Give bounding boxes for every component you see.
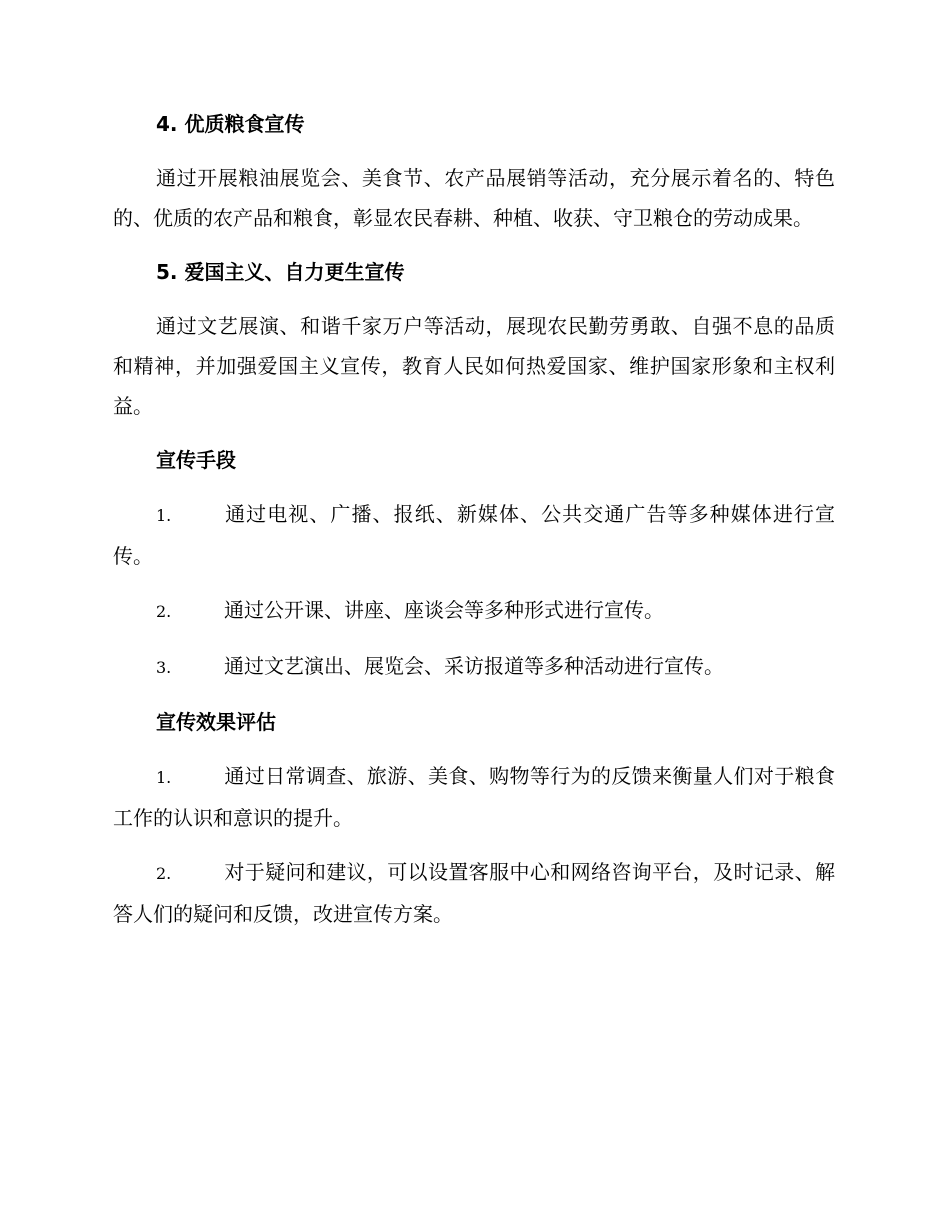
list-text: 通过公开课、讲座、座谈会等多种形式进行宣传。: [224, 598, 664, 622]
list-item: [113, 852, 835, 934]
list-number: 1.: [156, 506, 172, 525]
section-heading: 4. 优质粮食宣传: [156, 112, 305, 136]
section-paragraph: 通过开展粮油展览会、美食节、农产品展销等活动，充分展示着名的、特色的、优质的农产品和粮食，彰显农民春耕、种植、收获、守卫粮仓的劳动成果。: [113, 166, 835, 230]
document-body: [113, 104, 835, 948]
section-patriotism: [113, 252, 835, 426]
list-number: 1.: [156, 768, 172, 787]
list-item: [113, 590, 835, 632]
list-text: 通过电视、广播、报纸、新媒体、公共交通广告等多种媒体进行宣传。: [113, 502, 835, 568]
list-item: [113, 756, 835, 838]
list-text: 通过文艺演出、展览会、采访报道等多种活动进行宣传。: [224, 654, 724, 678]
section-heading: 宣传效果评估: [156, 710, 276, 734]
section-publicity-means: [113, 440, 835, 688]
list-number: 3.: [156, 658, 172, 677]
list-item: [113, 646, 835, 688]
section-effect-evaluation: [113, 702, 835, 934]
list-text: 对于疑问和建议，可以设置客服中心和网络咨询平台，及时记录、解答人们的疑问和反馈，改进宣传方案。: [113, 860, 835, 926]
list-number: 2.: [156, 602, 172, 621]
section-quality-grain: [113, 104, 835, 238]
list-item: [113, 494, 835, 576]
section-heading: 宣传手段: [156, 448, 236, 472]
list-text: 通过日常调查、旅游、美食、购物等行为的反馈来衡量人们对于粮食工作的认识和意识的提升。: [113, 764, 835, 830]
section-paragraph: 通过文艺展演、和谐千家万户等活动，展现农民勤劳勇敢、自强不息的品质和精神，并加强爱国主义宣传，教育人民如何热爱国家、维护国家形象和主权利益。: [113, 314, 835, 418]
section-heading: 5. 爱国主义、自力更生宣传: [156, 260, 405, 284]
list-number: 2.: [156, 864, 172, 883]
